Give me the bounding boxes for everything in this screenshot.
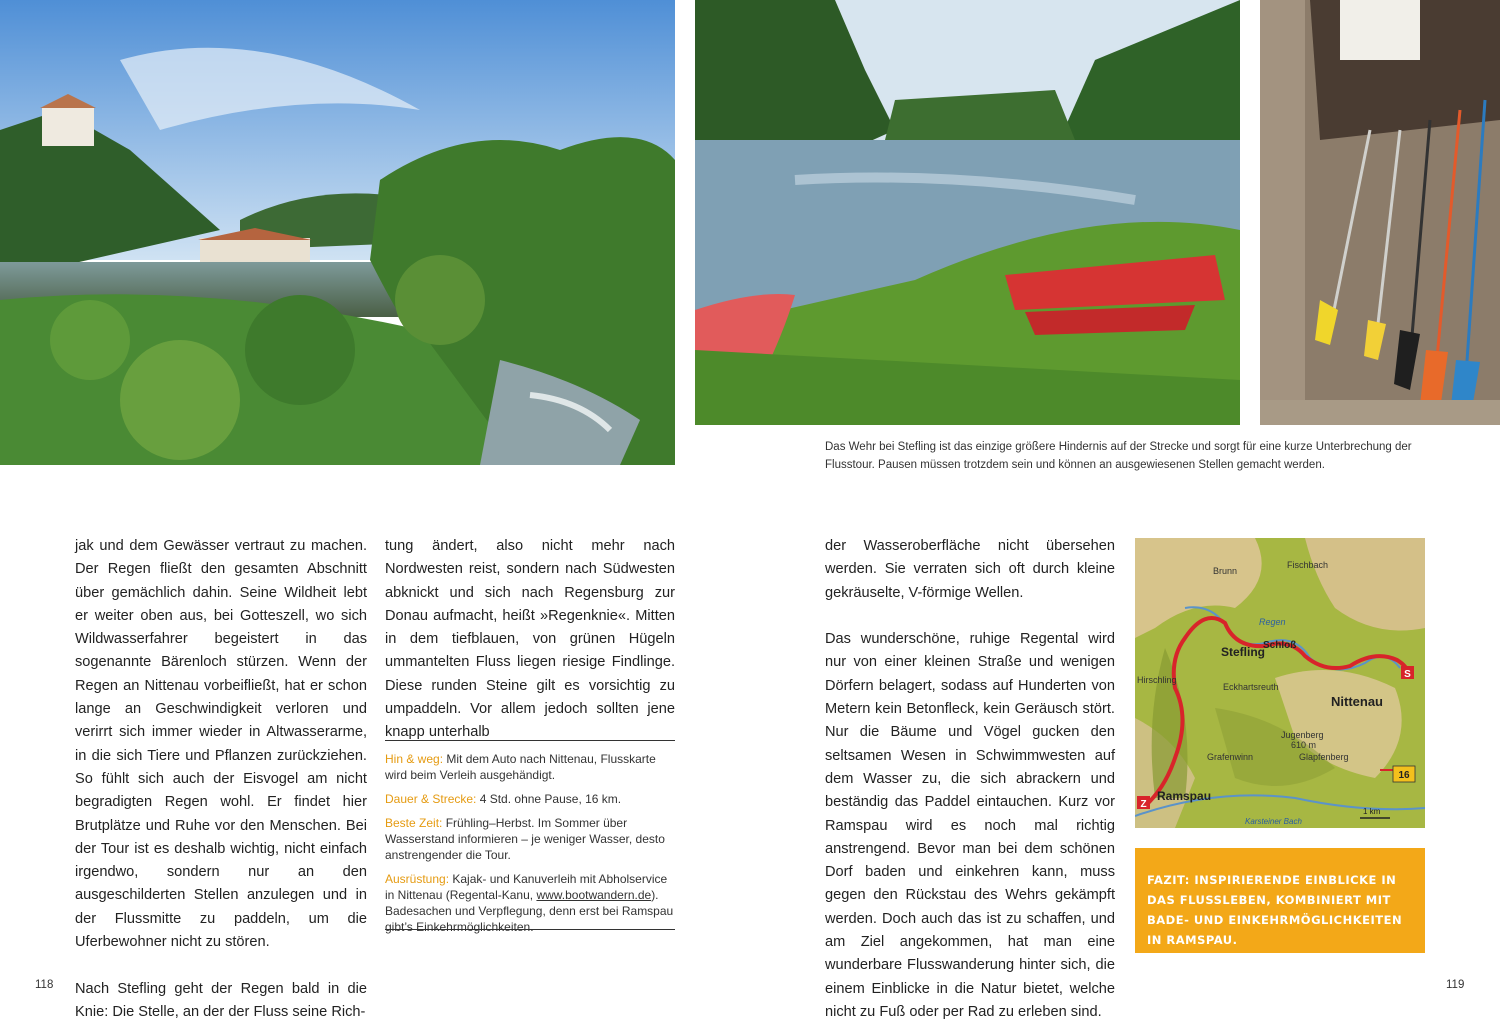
- map-label-nittenau: Nittenau: [1331, 694, 1383, 709]
- info-text: 4 Std. ohne Pause, 16 km.: [476, 792, 622, 806]
- map-label-jugenberg: Jugenberg: [1281, 730, 1324, 740]
- info-label: Ausrüstung:: [385, 872, 450, 886]
- info-duration: [385, 791, 675, 807]
- info-label: Hin & weg:: [385, 752, 444, 766]
- paragraph: tung ändert, also nicht mehr nach Nordwesten reist, sondern nach Südwesten abknickt und sich nach Regensburg zur Donau aufmacht, heißt »Regenknie«. Mitten in dem tiefblauen, von grünen Hügeln ummantelten Fluss liegen riesige Findlinge. Diese runden Steine gilt es vorsichtig zu umpaddeln. Vor allem jedoch sollten jene knapp unterhalb: [385, 538, 675, 741]
- map-label-schloss: Schloß: [1263, 640, 1297, 651]
- text-column-1: [75, 535, 367, 1024]
- photo-paddles-shed: [1260, 0, 1500, 425]
- paragraph: Nach Stefling geht der Regen bald in die Knie: Die Stelle, an der der Fluss seine Rich-: [75, 980, 367, 1020]
- page-number-right: 119: [1446, 979, 1465, 991]
- map-label-hirschling: Hirschling: [1137, 675, 1177, 685]
- info-label: Beste Zeit:: [385, 816, 443, 830]
- map-label-regen: Regen: [1259, 617, 1286, 627]
- finish-marker: Z: [1140, 799, 1147, 810]
- info-getting-there: [385, 751, 675, 783]
- map-label-grafenwinn: Grafenwinn: [1207, 752, 1254, 762]
- website-link[interactable]: www.bootwandern.de: [536, 888, 652, 902]
- summary-box: FAZIT: INSPIRIERENDE EINBLICKE IN DAS FLUSSLEBEN, KOMBINIERT MIT BADE- UND EINKEHRMÖGLICHKEITEN IN RAMSPAU.: [1135, 848, 1425, 953]
- map-label-altitude: 610 m: [1291, 740, 1317, 750]
- map-label-fischbach: Fischbach: [1287, 560, 1329, 570]
- map-label-glapfenberg: Glapfenberg: [1299, 752, 1349, 762]
- photo-castle-river: [0, 0, 675, 465]
- text-column-3: [825, 535, 1115, 1024]
- map-label-karsteiner: Karsteiner Bach: [1245, 817, 1302, 826]
- info-text: Frühling–Herbst. Im Sommer über Wasserstand informieren – je weniger Wasser, desto anstrengender die Tour.: [385, 816, 665, 862]
- photo-weir-kayaks: [695, 0, 1240, 425]
- map-label-brunn: Brunn: [1213, 566, 1238, 576]
- photo-caption: Das Wehr bei Stefling ist das einzige größere Hindernis auf der Strecke und sorgt für eine kurze Unterbrechung der Flusstour. Pausen müssen trotzdem sein und können an ausgewiesenen Stellen gemacht werden.: [825, 441, 1412, 471]
- map-label-stefling: Stefling: [1221, 645, 1265, 659]
- info-label: Dauer & Strecke:: [385, 792, 477, 806]
- info-text: ). Badesachen und Verpflegung, denn erst bei Ramspau gibt’s Einkehrmöglichkeiten.: [385, 888, 674, 934]
- paragraph: der Wasseroberfläche nicht übersehen werden. Sie verraten sich oft durch kleine gekräuselte, V-förmige Wellen.: [825, 538, 1115, 601]
- page-number-left: 118: [35, 979, 54, 991]
- info-box: [385, 740, 675, 934]
- map-scale: 1 km: [1363, 807, 1381, 816]
- route-map: [1135, 538, 1425, 828]
- info-equipment: [385, 871, 675, 935]
- info-text: Mit dem Auto nach Nittenau, Flusskarte wird beim Verleih ausgehändigt.: [385, 752, 656, 782]
- text-column-2: [385, 535, 675, 745]
- road-label: 16: [1398, 770, 1410, 781]
- start-marker: S: [1404, 669, 1411, 680]
- paragraph: jak und dem Gewässer vertraut zu machen. Der Regen fließt den gesamten Abschnitt über gemächlich dahin. Seine Wildheit lebt er weiter oben aus, bei Gotteszell, wo sich Wildwasserfahrer begeistert in das sogenannte Bärenloch stürzen. Wenn der Regen an Nittenau vorbeifließt, hat er schon lange an Geschwindigkeit verloren und verirrt sich immer wieder in Altwasserarme, in die sich Tiere und Pflanzen zurückziehen. So fühlt sich auch der Eisvogel am nicht begradigten Regen wohl. Er findet hier Brutplätze und Ruhe vor den Menschen. Bei der Tour ist es deshalb wichtig, nicht einfach irgendwo, sondern nur an den ausgeschilderten Stellen anzulegen und in der Flussmitte zu paddeln, um die Uferbewohner nicht zu stören.: [75, 538, 367, 951]
- map-label-eckhartsreuth: Eckhartsreuth: [1223, 682, 1279, 692]
- paragraph: Das wunderschöne, ruhige Regental wird nur von einer kleinen Straße und wenigen Dörfern belagert, sodass auf Hunderten von Metern kein Betonfleck, kein Geräusch stört. Nur die Bäume und Vögel gucken den seltsamen Wesen in Schwimmwesten auf dem Wasser zu, die sich abrackern und beständig das Paddel eintauchen. Kurz vor Ramspau wird es noch mal richtig anstrengend. Bevor man bei dem schönen Dorf baden und einkehren kann, muss gegen den Rückstau des Wehrs gekämpft werden. Doch auch das ist zu schaffen, und am Ziel angekommen, hat man eine wunderbare Flusswanderung hinter sich, die einem Einblicke in die Natur bietet, welche nicht zu Fuß oder per Rad zu erleben sind.: [825, 631, 1115, 1020]
- info-text: Kajak- und Kanuverleih mit Abholservice in Nittenau (Regental-Kanu,: [385, 872, 668, 902]
- map-label-ramspau: Ramspau: [1157, 789, 1212, 803]
- info-best-time: [385, 815, 675, 863]
